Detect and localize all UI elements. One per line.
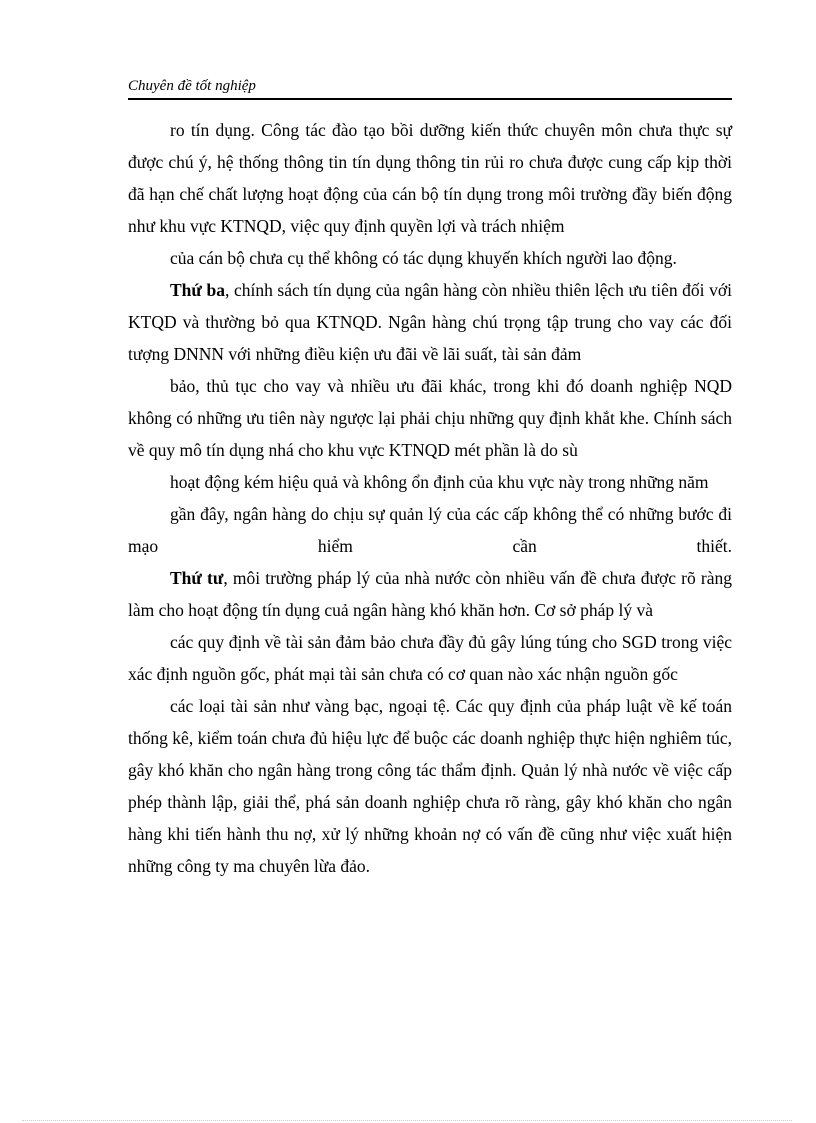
- page-header: [128, 76, 732, 100]
- header-title: Chuyên đề tốt nghiệp: [128, 78, 256, 94]
- paragraph-7-text: , môi trường pháp lý của nhà nước còn nhiều vấn đề chưa được rõ ràng làm cho hoạt động tín dụng cuả ngân hàng khó khăn hơn. Cơ sở pháp lý và: [128, 568, 732, 620]
- paragraph-2: [128, 242, 732, 274]
- paragraph-5-text: hoạt động kém hiệu quả và không ổn định của khu vực này trong những năm: [170, 472, 709, 492]
- paragraph-2-text: của cán bộ chưa cụ thể không có tác dụng khuyến khích người lao động.: [170, 248, 677, 268]
- document-body: [128, 114, 732, 882]
- paragraph-1-text: ro tín dụng. Công tác đào tạo bồi dưỡng kiến thức chuyên môn chưa thực sự được chú ý, hệ thống thông tin tín dụng thông tin rủi ro chưa được cung cấp kịp thời đã hạn chế chất lượng hoạt động của cán bộ tín dụng trong môi trường đầy biến động như khu vực KTNQD, việc quy định quyền lợi và trách nhiệm: [128, 120, 732, 236]
- paragraph-4-text: bảo, thủ tục cho vay và nhiều ưu đãi khác, trong khi đó doanh nghiệp NQD không có những ưu tiên này ngược lại phải chịu những quy định khắt khe. Chính sách về quy mô tín dụng nhá cho khu vực KTNQD mét phần là do sù: [128, 376, 732, 460]
- paragraph-9: [128, 690, 732, 882]
- page-bottom-divider: [22, 1120, 792, 1121]
- paragraph-8-text: các quy định về tài sản đảm bảo chưa đầy đủ gây lúng túng cho SGD trong việc xác định nguồn gốc, phát mại tài sản chưa có cơ quan nào xác nhận nguồn gốc: [128, 632, 732, 684]
- paragraph-7: [128, 562, 732, 626]
- paragraph-3-lead: Thứ ba: [170, 280, 225, 300]
- paragraph-9-text: các loại tài sản như vàng bạc, ngoại tệ. Các quy định của pháp luật về kế toán thống kê, kiểm toán chưa đủ hiệu lực để buộc các doanh nghiệp thực hiện nghiêm túc, gây khó khăn cho ngân hàng trong công tác thẩm định. Quản lý nhà nước về việc cấp phép thành lập, giải thể, phá sản doanh nghiệp chưa rõ ràng, gây khó khăn cho ngân hàng khi tiến hành thu nợ, xử lý những khoản nợ có vấn đề cũng như việc xuất hiện những công ty ma chuyên lừa đảo.: [128, 696, 732, 876]
- paragraph-5: [128, 466, 732, 498]
- paragraph-3: [128, 274, 732, 370]
- paragraph-1: [128, 114, 732, 242]
- paragraph-8: [128, 626, 732, 690]
- paragraph-3-text: , chính sách tín dụng của ngân hàng còn nhiều thiên lệch ưu tiên đối với KTQD và thường bỏ qua KTNQD. Ngân hàng chú trọng tập trung cho vay các đối tượng DNNN với những điều kiện ưu đãi về lãi suất, tài sản đảm: [128, 280, 732, 364]
- paragraph-4: [128, 370, 732, 466]
- paragraph-7-lead: Thứ tư: [170, 568, 224, 588]
- paragraph-6-text: gần đây, ngân hàng do chịu sự quản lý của các cấp không thể có những bước đi mạo hiểm cần thiết.: [128, 504, 732, 556]
- paragraph-6: [128, 498, 732, 562]
